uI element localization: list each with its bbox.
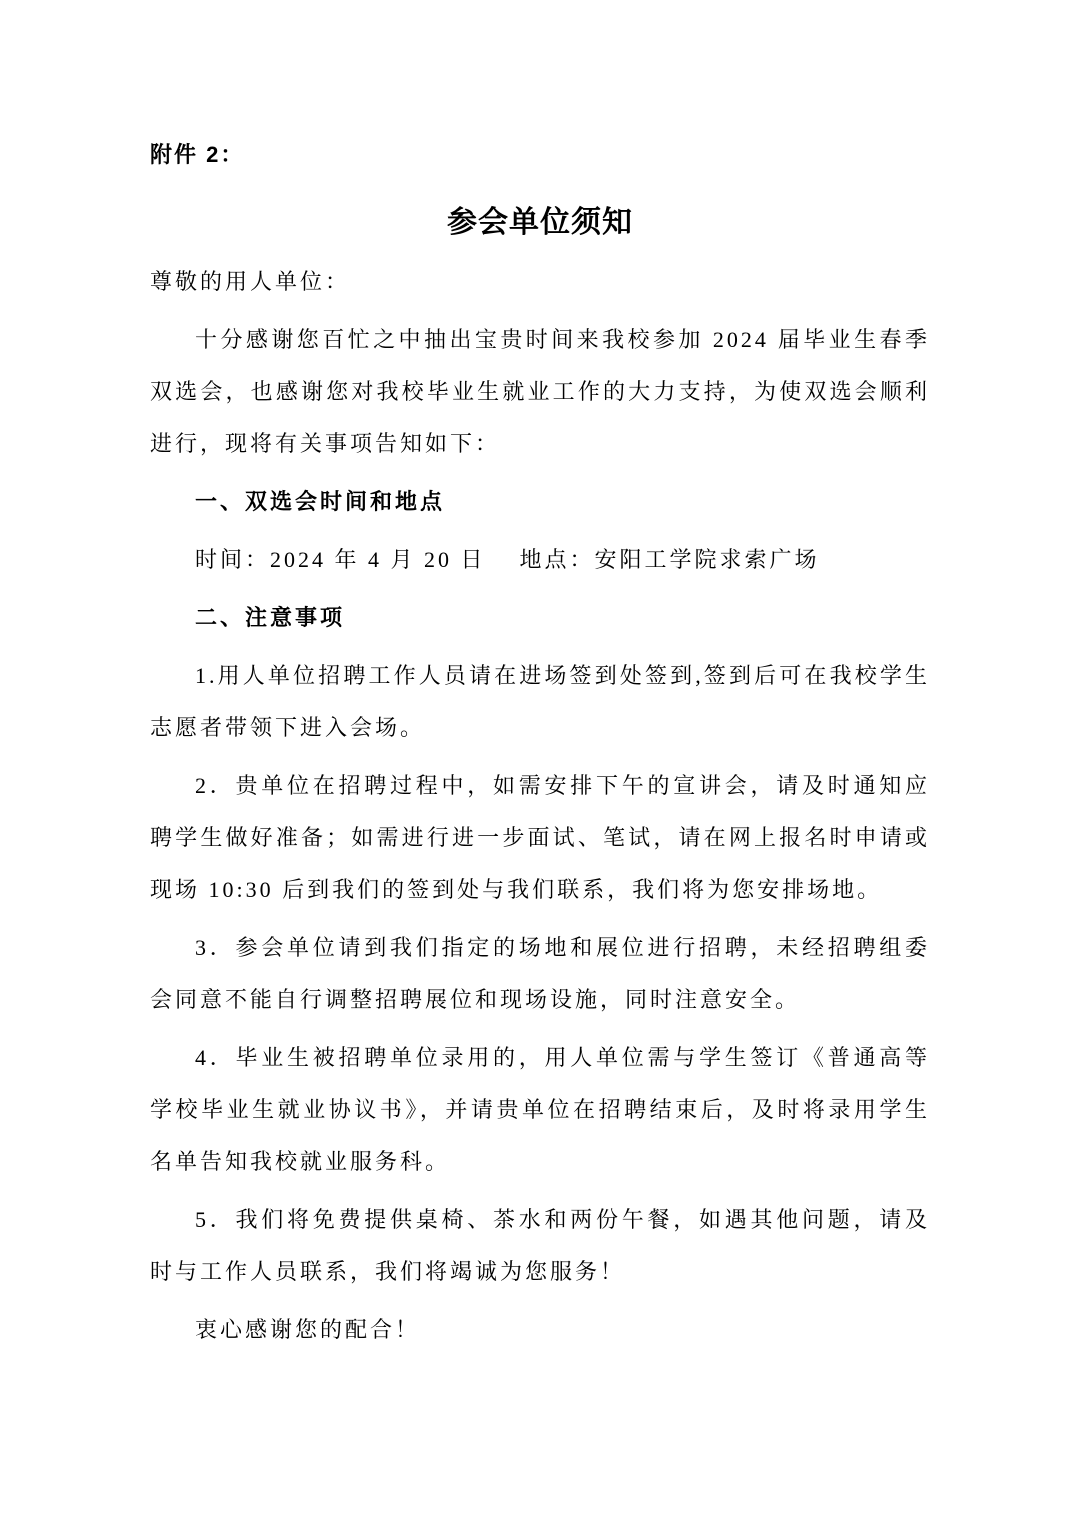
time-location-line: 时间：2024 年 4 月 20 日 地点：安阳工学院求索广场 <box>195 547 820 572</box>
page-title: 参会单位须知 <box>447 206 633 239</box>
intro-paragraph: 十分感谢您百忙之中抽出宝贵时间来我校参加 2024 届毕业生春季双选会，也感谢您对我校毕业生就业工作的大力支持，为使双选会顺利进行，现将有关事项告知如下： <box>150 327 930 456</box>
section2-heading: 二、注意事项 <box>195 605 346 630</box>
notice-item-5: 5．我们将免费提供桌椅、茶水和两份午餐，如遇其他问题，请及时与工作人员联系，我们将竭诚为您服务！ <box>150 1207 930 1284</box>
attachment-label: 附件 2： <box>150 142 245 167</box>
notice-item-1: 1.用人单位招聘工作人员请在进场签到处签到,签到后可在我校学生志愿者带领下进入会场。 <box>150 663 930 740</box>
notice-item-3: 3．参会单位请到我们指定的场地和展位进行招聘，未经招聘组委会同意不能自行调整招聘展位和现场设施，同时注意安全。 <box>150 935 930 1012</box>
closing-line: 衷心感谢您的配合！ <box>195 1317 421 1342</box>
section1-heading: 一、双选会时间和地点 <box>195 489 446 514</box>
notice-item-4: 4．毕业生被招聘单位录用的，用人单位需与学生签订《普通高等学校毕业生就业协议书》，并请贵单位在招聘结束后，及时将录用学生名单告知我校就业服务科。 <box>150 1045 930 1174</box>
notice-item-2: 2．贵单位在招聘过程中，如需安排下午的宣讲会，请及时通知应聘学生做好准备；如需进行进一步面试、笔试，请在网上报名时申请或现场 10:30 后到我们的签到处与我们联系，我们将为您安排场地。 <box>150 773 930 902</box>
salutation: 尊敬的用人单位： <box>150 269 351 294</box>
